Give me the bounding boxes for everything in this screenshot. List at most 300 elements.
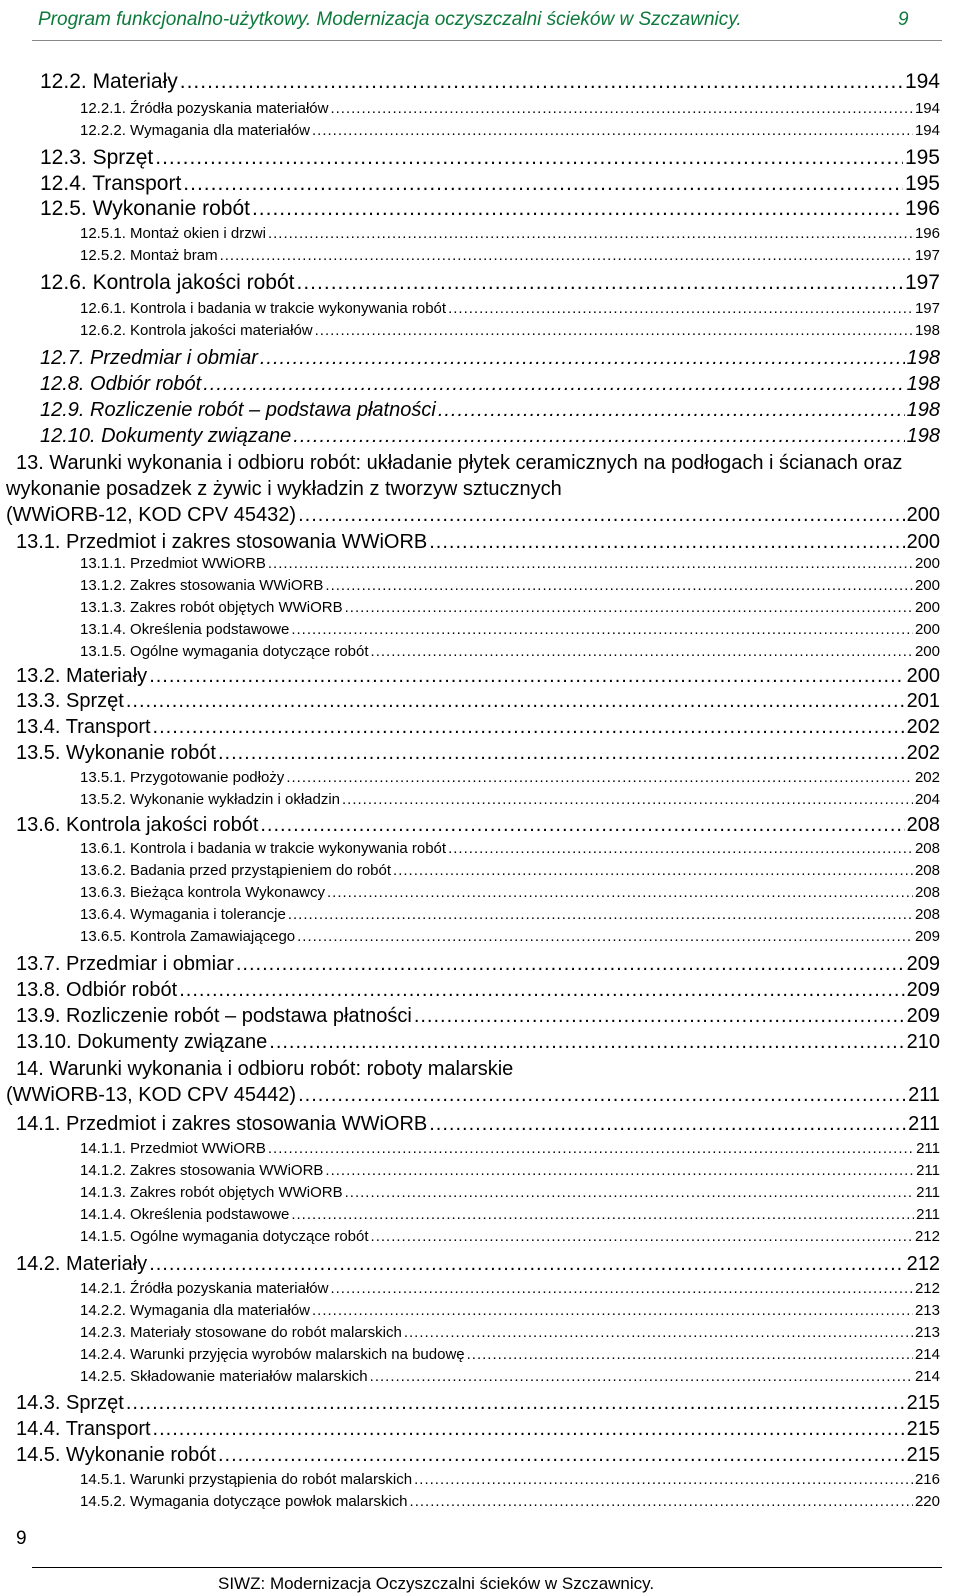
toc-entry-page: 195 [904, 172, 940, 195]
toc-entry[interactable] [16, 665, 940, 688]
toc-entry-number: 13.6.3. [80, 884, 126, 901]
toc-leader-dots [448, 840, 913, 857]
toc-entry-page: 211 [916, 1162, 940, 1179]
footer-divider [32, 1567, 942, 1568]
toc-entry-title [40, 425, 291, 448]
toc-entry-number: 13.4. [16, 716, 61, 738]
toc-entry[interactable] [80, 1228, 940, 1245]
toc-entry-number: 13.6. [16, 814, 61, 836]
toc-entry-label: Warunki wykonania i odbioru robót: układanie płytek ceramicznych na podłogach i ścianach oraz [49, 452, 903, 474]
toc-entry-number: 12.6. [40, 271, 87, 294]
toc-entry-page: 211 [908, 1084, 940, 1106]
toc-leader-dots [410, 1493, 913, 1510]
toc-entry-number: 14.2.2. [80, 1302, 126, 1319]
toc-entry-page: 208 [906, 814, 940, 836]
toc-leader-dots [179, 979, 904, 1002]
toc-entry-page: 200 [914, 599, 940, 616]
toc-leader-dots [218, 742, 905, 765]
toc-entry[interactable] [80, 1162, 940, 1179]
toc-entry[interactable] [80, 769, 940, 786]
toc-entry[interactable] [80, 1184, 940, 1201]
toc-entry[interactable] [16, 979, 940, 1002]
toc-entry-page: 198 [906, 399, 940, 421]
toc-entry-label: Źródła pozyskania materiałów [130, 1280, 329, 1297]
toc-entry-number: 13.6.1. [80, 840, 126, 857]
toc-leader-dots [327, 884, 913, 901]
toc-entry-page: 202 [906, 716, 940, 738]
toc-entry-label: Rozliczenie robót – podstawa płatności [90, 399, 436, 421]
toc-entry-label: Warunki przyjęcia wyrobów malarskich na budowę [130, 1346, 465, 1363]
toc-entry-number: 14.5. [16, 1444, 61, 1466]
toc-entry-page: 208 [914, 906, 940, 923]
toc-entry-label: Kontrola i badania w trakcie wykonywania robót [130, 840, 447, 857]
toc-entry-number: 13.5. [16, 742, 61, 764]
toc-entry[interactable] [40, 146, 940, 170]
toc-leader-dots [404, 1324, 913, 1341]
toc-entry-label: Składowanie materiałów malarskich [130, 1368, 368, 1385]
toc-entry-label: Wykonanie robót [92, 197, 250, 220]
toc-entry-number: 13.10. [16, 1031, 72, 1053]
toc-entry[interactable] [80, 840, 940, 857]
toc-leader-dots [429, 1113, 906, 1136]
toc-entry[interactable] [40, 197, 940, 221]
toc-entry-label: Kontrola jakości materiałów [130, 322, 313, 339]
toc-entry[interactable] [40, 347, 940, 370]
toc-entry-number: 13.7. [16, 953, 61, 975]
toc-entry-title [6, 1084, 296, 1107]
toc-entry-title [80, 906, 286, 923]
toc-leader-dots [269, 1031, 904, 1054]
toc-leader-dots [149, 665, 904, 688]
toc-leader-dots [153, 716, 905, 739]
toc-entry-label: Sprzęt [92, 146, 154, 169]
toc-entry[interactable] [80, 1206, 940, 1223]
toc-entry-title [6, 478, 562, 501]
toc-entry[interactable] [80, 1280, 940, 1297]
toc-entry-page: 213 [914, 1324, 940, 1341]
toc-entry[interactable] [80, 599, 940, 616]
toc-entry-label: Przedmiot i zakres stosowania WWiORB [66, 1113, 428, 1135]
toc-entry-number: 14.2.4. [80, 1346, 126, 1363]
toc-entry-page: 200 [906, 531, 940, 553]
toc-entry[interactable] [16, 953, 940, 976]
toc-entry-label: (WWiORB-13, KOD CPV 45442) [6, 1084, 297, 1106]
toc-entry-page: 194 [914, 122, 940, 139]
toc-entry[interactable] [6, 478, 940, 501]
toc-leader-dots [286, 769, 913, 786]
toc-entry-number: 14.2.5. [80, 1368, 126, 1385]
toc-entry-label: Materiały stosowane do robót malarskich [130, 1324, 402, 1341]
toc-entry[interactable] [16, 1113, 940, 1136]
toc-entry[interactable] [16, 1392, 940, 1415]
toc-entry-label: Warunki wykonania i odbioru robót: roboty malarskie [49, 1058, 514, 1080]
toc-entry-title [80, 322, 313, 339]
toc-entry-title [40, 399, 436, 422]
toc-entry-page: 197 [914, 247, 940, 264]
toc-entry[interactable] [80, 862, 940, 879]
toc-entry[interactable] [80, 225, 940, 242]
toc-entry-page: 220 [914, 1493, 940, 1510]
toc-leader-dots [330, 1280, 913, 1297]
toc-entry-number: 13.5.2. [80, 791, 126, 808]
toc-entry-title [16, 953, 234, 976]
toc-entry-title [80, 1162, 323, 1179]
toc-entry[interactable] [80, 791, 940, 808]
toc-entry[interactable] [16, 1058, 940, 1081]
toc-entry[interactable] [80, 1493, 940, 1510]
toc-entry[interactable] [80, 1368, 940, 1385]
toc-entry-page: 215 [906, 1418, 940, 1440]
toc-entry-number: 13.6.4. [80, 906, 126, 923]
toc-leader-dots [342, 791, 913, 808]
toc-entry[interactable] [16, 716, 940, 739]
toc-entry[interactable] [16, 1253, 940, 1276]
toc-entry-title [16, 1058, 513, 1081]
toc-entry-page: 198 [914, 322, 940, 339]
toc-entry-label: Materiały [92, 70, 178, 93]
toc-entry-page: 200 [906, 504, 940, 526]
toc-entry-label: Zakres robót objętych WWiORB [130, 599, 343, 616]
toc-entry[interactable] [16, 1418, 940, 1441]
toc-entry-number: 13.1.2. [80, 577, 126, 594]
toc-leader-dots [298, 1084, 906, 1107]
toc-entry-page: 211 [916, 1206, 940, 1223]
toc-entry-title [80, 1228, 369, 1245]
toc-entry-title [40, 146, 153, 170]
toc-entry-number: 12.6.2. [80, 322, 126, 339]
toc-entry-label: Kontrola jakości robót [66, 814, 259, 836]
toc-entry-title [80, 791, 340, 808]
toc-entry-label: Wykonanie robót [66, 1444, 216, 1466]
toc-entry-title [80, 1346, 465, 1363]
toc-leader-dots [370, 1368, 913, 1385]
toc-entry-title [16, 1392, 124, 1415]
toc-entry[interactable] [16, 742, 940, 765]
toc-entry[interactable] [16, 814, 940, 837]
toc-leader-dots [180, 70, 903, 94]
toc-entry-page: 212 [914, 1228, 940, 1245]
toc-entry-label: Transport [65, 1418, 151, 1440]
toc-entry-page: 209 [914, 928, 940, 945]
toc-leader-dots [126, 690, 905, 713]
toc-entry-label: Odbiór robót [66, 979, 178, 1001]
toc-entry-number: 13.8. [16, 979, 61, 1001]
toc-entry-label: Kontrola jakości robót [92, 271, 295, 294]
toc-leader-dots [268, 225, 913, 242]
toc-entry-page: 194 [914, 100, 940, 117]
toc-leader-dots [236, 953, 905, 976]
toc-entry-number: 12.7. [40, 347, 85, 369]
toc-entry-number: 13.1. [16, 531, 61, 553]
toc-leader-dots [268, 1140, 914, 1157]
toc-entry-page: 204 [914, 791, 940, 808]
toc-entry-number: 13.1.4. [80, 621, 126, 638]
toc-entry-page: 211 [916, 1140, 940, 1157]
toc-entry-number: 14. [16, 1058, 44, 1080]
toc-entry-label: Montaż okien i drzwi [130, 225, 266, 242]
header-page-number: 9 [898, 9, 909, 30]
toc-entry-page: 200 [906, 665, 940, 687]
toc-entry-label: Odbiór robót [90, 373, 202, 395]
toc-entry-title [80, 1324, 402, 1341]
toc-entry[interactable] [16, 452, 940, 475]
toc-leader-dots [325, 577, 913, 594]
toc-entry-number: 14.4. [16, 1418, 61, 1440]
toc-leader-dots [293, 425, 904, 448]
toc-entry-label: wykonanie posadzek z żywic i wykładzin z tworzyw sztucznych [6, 478, 562, 500]
toc-entry[interactable] [16, 1444, 940, 1467]
toc-entry-page: 210 [906, 1031, 940, 1053]
toc-leader-dots [312, 1302, 913, 1319]
toc-entry-number: 12.4. [40, 172, 87, 195]
toc-entry-page: 200 [914, 577, 940, 594]
toc-entry-page: 200 [914, 621, 940, 638]
toc-leader-dots [371, 643, 913, 660]
toc-entry-page: 196 [914, 225, 940, 242]
toc-leader-dots [218, 1444, 905, 1467]
toc-entry[interactable] [16, 1031, 940, 1054]
toc-entry-title [16, 979, 177, 1002]
toc-entry-page: 196 [904, 197, 940, 220]
toc-entry[interactable] [40, 399, 940, 422]
toc-entry[interactable] [40, 425, 940, 448]
footer-text: SIWZ: Modernizacja Oczyszczalni ścieków w Szczawnicy. [218, 1574, 655, 1593]
toc-entry-label: Przygotowanie podłoży [130, 769, 285, 786]
toc-entry-label: Dokumenty związane [77, 1031, 268, 1053]
toc-leader-dots [414, 1471, 913, 1488]
toc-entry-page: 195 [904, 146, 940, 169]
toc-entry-title [40, 271, 295, 295]
toc-entry[interactable] [80, 122, 940, 139]
toc-entry-number: 14.1.3. [80, 1184, 126, 1201]
toc-entry[interactable] [40, 271, 940, 295]
toc-entry-page: 212 [914, 1280, 940, 1297]
toc-entry-number: 13. [16, 452, 44, 474]
toc-leader-dots [203, 373, 904, 396]
toc-entry-number: 13.6.2. [80, 862, 126, 879]
toc-entry-title [16, 1113, 427, 1136]
toc-entry-number: 14.1.1. [80, 1140, 126, 1157]
toc-leader-dots [155, 146, 903, 170]
toc-entry-title [16, 742, 216, 765]
toc-entry-label: Transport [65, 716, 151, 738]
toc-entry[interactable] [80, 577, 940, 594]
toc-entry-title [16, 1253, 147, 1276]
toc-entry-label: Transport [92, 172, 182, 195]
toc-entry-number: 12.9. [40, 399, 85, 421]
toc-entry-page: 215 [906, 1392, 940, 1414]
toc-entry-title [80, 1184, 343, 1201]
page-header [0, 0, 960, 44]
toc-entry-label: Dokumenty związane [101, 425, 292, 447]
toc-entry-page: 198 [906, 373, 940, 395]
toc-leader-dots [260, 814, 904, 837]
toc-entry-number: 12.2. [40, 70, 87, 93]
toc-entry-page: 208 [914, 884, 940, 901]
toc-entry[interactable] [16, 690, 940, 713]
toc-entry[interactable] [6, 1084, 940, 1107]
toc-leader-dots [448, 300, 913, 317]
toc-entry-title [40, 197, 250, 221]
toc-entry-title [80, 1471, 412, 1488]
toc-leader-dots [438, 399, 905, 422]
toc-entry-page: 213 [914, 1302, 940, 1319]
toc-entry-label: Wykonanie robót [66, 742, 216, 764]
toc-leader-dots [467, 1346, 913, 1363]
toc-entry-title [16, 1031, 267, 1054]
toc-entry-title [80, 247, 218, 264]
toc-entry[interactable] [40, 172, 940, 196]
toc-entry-page: 214 [914, 1368, 940, 1385]
toc-leader-dots [153, 1418, 905, 1441]
toc-entry-title [80, 300, 446, 317]
toc-entry-label: Ogólne wymagania dotyczące robót [130, 643, 369, 660]
toc-entry-title [6, 504, 296, 527]
toc-entry-title [16, 1418, 151, 1441]
toc-entry-label: (WWiORB-12, KOD CPV 45432) [6, 504, 297, 526]
toc-entry-page: 215 [906, 1444, 940, 1466]
toc-entry-title [16, 452, 902, 475]
toc-entry-label: Bieżąca kontrola Wykonawcy [130, 884, 325, 901]
toc-entry[interactable] [40, 373, 940, 396]
toc-entry[interactable] [80, 100, 940, 117]
toc-entry-page: 212 [906, 1253, 940, 1275]
toc-leader-dots [252, 197, 903, 221]
toc-entry-label: Sprzęt [66, 690, 124, 712]
toc-leader-dots [297, 928, 913, 945]
toc-entry[interactable] [80, 643, 940, 660]
toc-entry[interactable] [80, 1324, 940, 1341]
toc-leader-dots [268, 555, 913, 572]
toc-entry-label: Przedmiar i obmiar [66, 953, 234, 975]
toc-leader-dots [345, 599, 913, 616]
toc-entry[interactable] [16, 531, 940, 554]
toc-entry-label: Materiały [66, 665, 148, 687]
toc-entry[interactable] [80, 1140, 940, 1157]
toc-entry-number: 14.1.5. [80, 1228, 126, 1245]
toc-entry[interactable] [80, 884, 940, 901]
toc-entry[interactable] [80, 300, 940, 317]
toc-entry-page: 194 [904, 70, 940, 93]
toc-entry-page: 198 [906, 425, 940, 447]
toc-entry[interactable] [80, 322, 940, 339]
toc-entry-label: Badania przed przystąpieniem do robót [130, 862, 392, 879]
toc-entry-number: 14.2. [16, 1253, 61, 1275]
toc-entry-label: Kontrola i badania w trakcie wykonywania robót [130, 300, 447, 317]
toc-entry-label: Materiały [66, 1253, 148, 1275]
toc-leader-dots [288, 906, 913, 923]
toc-entry-number: 14.2.3. [80, 1324, 126, 1341]
header-title: Program funkcjonalno-użytkowy. Modernizacja oczyszczalni ścieków w Szczawnicy. [38, 9, 742, 30]
toc-entry[interactable] [80, 928, 940, 945]
toc-entry-number: 12.3. [40, 146, 87, 169]
toc-entry-title [80, 884, 325, 901]
toc-leader-dots [312, 122, 913, 139]
toc-leader-dots [220, 247, 913, 264]
toc-entry-page: 201 [906, 690, 940, 712]
toc-entry-number: 12.2.2. [80, 122, 126, 139]
toc-leader-dots [183, 172, 903, 196]
toc-entry-title [80, 122, 310, 139]
toc-leader-dots [371, 1228, 913, 1245]
toc-entry-number: 14.5.1. [80, 1471, 126, 1488]
toc-entry-title [80, 225, 266, 242]
toc-entry-label: Wymagania dla materiałów [130, 1302, 310, 1319]
toc-entry-label: Przedmiot WWiORB [130, 555, 266, 572]
toc-entry-label: Kontrola Zamawiającego [130, 928, 296, 945]
toc-entry-label: Sprzęt [66, 1392, 124, 1414]
toc-entry-title [40, 172, 181, 196]
toc-entry-title [80, 577, 323, 594]
toc-entry-page: 197 [904, 271, 940, 294]
toc-entry-number: 13.5.1. [80, 769, 126, 786]
toc-entry-number: 13.6.5. [80, 928, 126, 945]
toc-entry-title [16, 690, 124, 713]
toc-leader-dots [414, 1005, 905, 1028]
toc-entry[interactable] [80, 621, 940, 638]
toc-entry[interactable] [16, 1005, 940, 1028]
toc-leader-dots [345, 1184, 914, 1201]
toc-entry-page: 200 [914, 643, 940, 660]
toc-entry-title [16, 716, 151, 739]
toc-entry-title [80, 621, 289, 638]
toc-entry-title [80, 840, 446, 857]
toc-entry[interactable] [80, 1302, 940, 1319]
toc-entry-label: Zakres stosowania WWiORB [130, 1162, 324, 1179]
toc-entry[interactable] [80, 555, 940, 572]
toc-entry-title [16, 665, 147, 688]
toc-entry-number: 14.1.2. [80, 1162, 126, 1179]
header-divider [32, 40, 942, 41]
toc-entry-title [80, 769, 284, 786]
toc-entry-number: 13.9. [16, 1005, 61, 1027]
toc-entry-page: 202 [906, 742, 940, 764]
footer-page-number: 9 [16, 1528, 27, 1549]
toc-entry[interactable] [80, 1346, 940, 1363]
toc-entry-title [80, 862, 391, 879]
toc-entry-title [80, 1280, 328, 1297]
toc-entry-title [40, 70, 178, 94]
toc-entry-label: Zakres robót objętych WWiORB [130, 1184, 343, 1201]
toc-leader-dots [260, 347, 905, 370]
toc-entry-number: 14.1.4. [80, 1206, 126, 1223]
toc-entry-page: 209 [906, 953, 940, 975]
toc-entry[interactable] [40, 70, 940, 94]
toc-entry-page: 197 [914, 300, 940, 317]
toc-entry[interactable] [80, 247, 940, 264]
toc-leader-dots [149, 1253, 904, 1276]
toc-entry-title [80, 928, 295, 945]
toc-entry-title [80, 100, 328, 117]
toc-leader-dots [291, 1206, 914, 1223]
toc-entry[interactable] [80, 906, 940, 923]
toc-entry-label: Źródła pozyskania materiałów [130, 100, 329, 117]
toc-entry-label: Montaż bram [130, 247, 218, 264]
toc-entry-label: Ogólne wymagania dotyczące robót [130, 1228, 369, 1245]
toc-entry-number: 14.3. [16, 1392, 61, 1414]
toc-entry-label: Określenia podstawowe [130, 621, 290, 638]
toc-entry-number: 13.1.1. [80, 555, 126, 572]
toc-entry-number: 13.2. [16, 665, 61, 687]
toc-leader-dots [298, 504, 905, 527]
toc-entry-title [40, 347, 258, 370]
toc-entry[interactable] [80, 1471, 940, 1488]
toc-entry-label: Zakres stosowania WWiORB [130, 577, 324, 594]
toc-entry-title [80, 1368, 368, 1385]
toc-entry[interactable] [6, 504, 940, 527]
toc-entry-number: 14.1. [16, 1113, 61, 1135]
toc-entry-number: 13.1.3. [80, 599, 126, 616]
